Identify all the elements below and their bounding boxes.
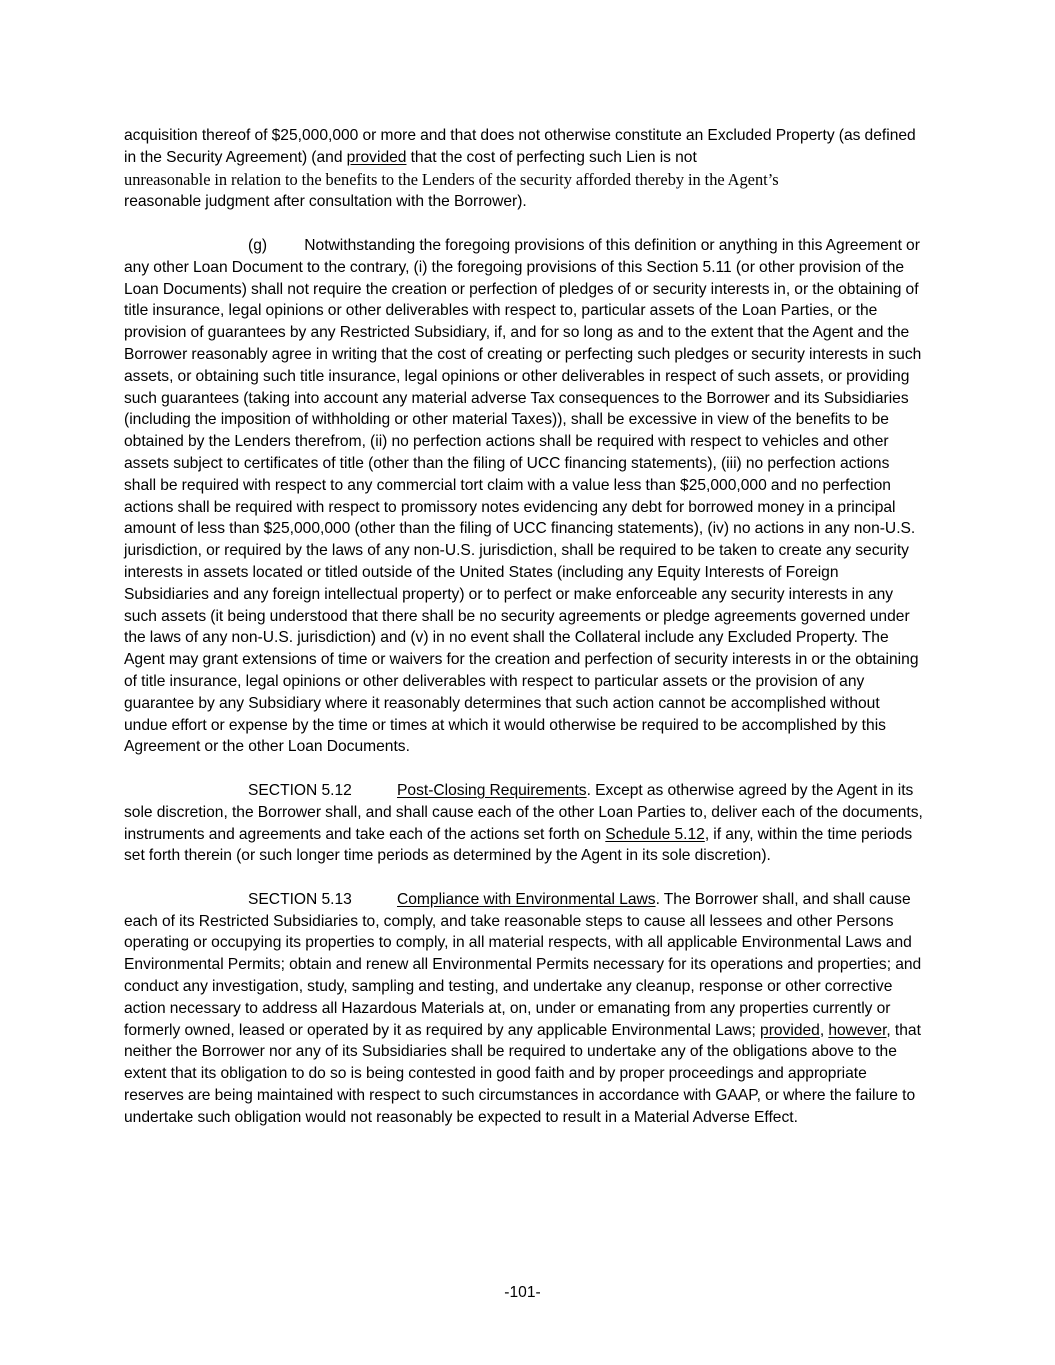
provided-term: provided <box>346 148 407 166</box>
paragraph-text-serif: unreasonable in relation to the benefits to the Lenders of the security afforded thereby in the Agent’s <box>124 169 779 189</box>
however-term: however <box>828 1021 887 1039</box>
section-text: . The Borrower shall, and shall cause each of its Restricted Subsidiaries to, comply, and take reasonable steps to cause all lessees and other Persons operating or occupying its properties to comply, in all material respects, with all applicable Environmental Laws and Environmental Permits; obtain and renew all Environmental Permits necessary for its operations and properties; and conduct any investigation, study, sampling and testing, and undertake any cleanup, response or other corrective action necessary to address all Hazardous Materials at, on, under or emanating from any properties currently or formerly owned, leased or operated by it as required by any applicable Environmental Laws; <box>124 890 922 1039</box>
paragraph-text: Notwithstanding the foregoing provisions of this definition or anything in this Agreement or any other Loan Document to the contrary, (i) the foregoing provisions of this Section 5.11 (or other provision of the Loan Documents) shall not require the creation or perfection of pledges of or security interests in, or the obtaining of title insurance, legal opinions or other deliverables with respect to, particular assets of the Loan Parties, or the provision of guarantees by any Restricted Subsidiary, if, and for so long as and to the extent that the Agent and the Borrower reasonably agree in writing that the cost of creating or perfecting such pledges or security interests in such assets, or obtaining such title insurance, legal opinions or other deliverables in respect of such assets, or providing such guarantees (taking into account any material adverse Tax consequences to the Borrower and its Subsidiaries (including the imposition of withholding or other material Taxes)), shall be excessive in view of the benefits to be obtained by the Lenders therefrom, (ii) no perfection actions shall be required with respect to vehicles and other assets subject to certificates of title (other than the filing of UCC financing statements), (iii) no perfection actions shall be required with respect to any commercial tort claim with a value less than $25,000,000 and no perfection actions shall be required with respect to promissory notes evidencing any debt for borrowed money in a principal amount of less than $25,000,000 (other than the filing of UCC financing statements), (iv) no actions in any non-U.S. jurisdiction, or required by the laws of any non-U.S. jurisdiction, shall be required to be taken to create any security interests in assets located or titled outside of the United States (including any Equity Interests of Foreign Subsidiaries and any foreign intellectual property) or to perfect or make enforceable any security interests in any such assets (it being understood that there shall be no security agreements or pledge agreements governed under the laws of any non-U.S. jurisdiction) and (v) in no event shall the Collateral include any Excluded Property. The Agent may grant extensions of time or waivers for the creation and perfection of security interests in or the obtaining of title insurance, legal opinions or other deliverables with respect to particular assets or the provision of any guarantee by any Subsidiary where it reasonably determines that such action cannot be accomplished without undue effort or expense by the time or times at which it would otherwise be required to be accomplished by this Agreement or the other Loan Documents. <box>124 236 922 756</box>
section-title: Post-Closing Requirements <box>397 781 587 799</box>
section-text: . Except as otherwise agreed by the Agent in its sole discretion, the Borrower shall, and shall cause each of the other Loan Parties to, deliver each of the documents, instruments and agreements and take each of the actions set forth on <box>124 781 923 843</box>
schedule-reference: Schedule 5.12 <box>605 825 705 843</box>
section-5-13 <box>124 889 924 1129</box>
paragraph-g <box>124 235 924 758</box>
section-text: , <box>819 1021 829 1039</box>
paragraph-text: acquisition thereof of $25,000,000 or more and that does not otherwise constitute an Excluded Property (as defined in the Security Agreement) (and <box>124 127 916 166</box>
paragraph-acquisition-continuation <box>124 125 924 213</box>
section-5-12 <box>124 780 924 867</box>
paragraph-label: (g) <box>248 236 268 254</box>
section-text: , that neither the Borrower nor any of its Subsidiaries shall be required to undertake any of the obligations above to the extent that its obligation to do so is being contested in good faith and by proper proceedings and appropriate reserves are being maintained with respect to such circumstances in accordance with GAAP, or where the failure to undertake such obligation would not reasonably be expected to result in a Material Adverse Effect. <box>124 1021 921 1126</box>
section-number: SECTION 5.12 <box>248 781 352 799</box>
document-body <box>124 125 924 1129</box>
provided-term: provided <box>760 1021 820 1039</box>
section-text: , if any, within the time periods set forth therein (or such longer time periods as determined by the Agent in its sole discretion). <box>124 825 913 865</box>
page-number: -101- <box>504 1284 541 1301</box>
section-title: Compliance with Environmental Laws <box>397 890 656 908</box>
section-number: SECTION 5.13 <box>248 890 352 908</box>
paragraph-text: reasonable judgment after consultation with the Borrower). <box>124 193 527 211</box>
paragraph-text: that the cost of perfecting such Lien is not <box>406 148 697 166</box>
